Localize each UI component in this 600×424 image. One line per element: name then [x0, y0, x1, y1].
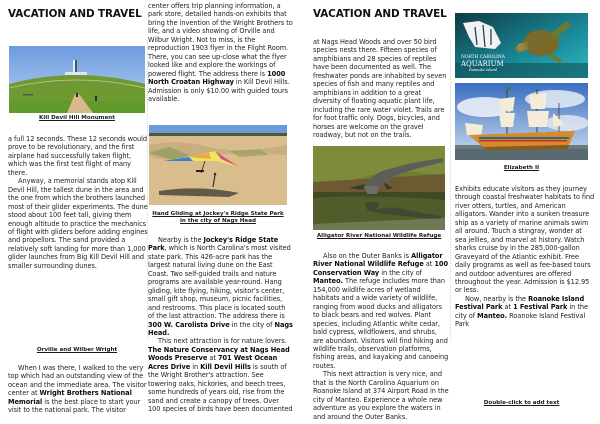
col2-para2: Nearby is the Jockey's Ridge State Park, which is North Carolina's most visited state park. This 426-acre park has the largest natural living dune on the East Coast. Two self-guided trails and nature programs are available year-round. Hang gliding, kite flying, hiking, visitor's center, small gift shop, museum, picnic facilities, and restrooms. This place is located south of the last attraction. The address there is 300 W. Carolista Drive in the city of Nags Head.: [148, 236, 293, 337]
column-divider: [147, 40, 148, 340]
col2-para3: This next attraction is for nature lovers. The Nature Conservancy at Nags Head Woods Preserve at 701 West Ocean Acres Drive in Kill Devil Hills is south of the Wright Brother's attraction. See towering oaks, hickories, and beech trees, some hundreds of years old, rise from the sand and create a canopy of trees. Over 100 species of birds have been documented: [148, 337, 293, 414]
add-text-placeholder[interactable]: Double-click to add text: [483, 400, 560, 406]
col4-para1: Exhibits educate visitors as they journey through coastal freshwater habitats to find river otters, turtles, and American alligators. Wander into a sunken treasure ship as a variety of marine animals swim all around. Touch a stingray, wonder at sea jellies, and marvel at history. Watch sharks cruise by in the 285,000-gallon Graveyard of the Atlantic exhibit. Free daily programs as well as fee-based tours and outdoor adventures are offered throughout the year. Admission is $12.95 or less.: [455, 185, 595, 295]
col3-para1: at Nags Head Woods and over 50 bird species nests there. Fifteen species of amphibians and 28 species of reptiles have been documented as well. The freshwater ponds are inhabited by seven species of fish and many reptiles and amphibians in addition to a great diversity of floating aquatic plant life, including the rare water violet. Trails are for foot traffic only. Dogs, bicycles, and horses are welcome on the gravel roadway, but not on the trails.: [313, 38, 447, 139]
col1-body-text[interactable]: [8, 135, 148, 270]
col2-body-text-2[interactable]: [148, 236, 293, 414]
col3-body-text[interactable]: [313, 38, 449, 139]
alligator-caption: Alligator River National Wildlife Refuge: [316, 233, 442, 239]
alligator-photo[interactable]: [313, 146, 445, 230]
col1-para2: Anyway, a memorial stands atop Kill Devil Hill, the tallest dune in the area and the one from which the brothers launched most of their glider experiments. The dune stood about 100 feet tall, giving them enough altitude to practice the mechanics of flight with gliders before adding engines and propellors. The sand provided a relatively soft landing for more than 1,000 glider launches from Big Kill Devil Hill and smaller surrounding dunes.: [8, 177, 148, 270]
hang-gliding-caption: [149, 211, 287, 225]
page-title-left[interactable]: VACATION AND TRAVEL: [8, 8, 142, 20]
aquarium-logo-line1: NORTH CAROLINA: [461, 55, 505, 60]
col2-para1: center offers trip planning information, a park store, detailed hands-on exhibits that bring the invention of the Wright Brothers to life, and a video showing of Orville and Wilbur Wright. Not to miss, is the reproduction 1903 flyer in the Flight Room. There, you can see up-close what the flyer looked like and explore the workings of powered flight. The address there is 1000 North Croatan Highway in Kill Devil Hills. Admission is only $10.00 with guided tours available.: [148, 2, 293, 103]
right-page: [300, 0, 600, 424]
col2-body-text[interactable]: [148, 2, 293, 103]
aquarium-logo-line2: AQUARIUM: [461, 60, 504, 68]
nc-aquarium-photo[interactable]: [455, 13, 588, 78]
col3-para3: This next attraction is very nice, and that is the North Carolina Aquarium on Roanoke Island at 374 Airport Road in the city of Manteo. Experience a whole new adventure as you explore the waters in and around the Outer Banks.: [313, 370, 449, 421]
hang-gliding-photo[interactable]: [149, 125, 287, 205]
kill-devil-hill-caption: Kill Devil Hill Monument: [39, 115, 115, 121]
column-divider: [450, 40, 451, 340]
elizabeth-ii-ship-photo[interactable]: [455, 83, 588, 160]
aquarium-logo-line3: Roanoke Island: [469, 68, 498, 72]
col3-body-text-2[interactable]: [313, 252, 449, 421]
col4-para2: Now, nearby is the Roanoke Island Festival Park at 1 Festival Park in the city of Manteo. Roanoke Island Festival Park: [455, 294, 588, 329]
kill-devil-hill-photo[interactable]: [9, 46, 145, 113]
col1-body-text-2[interactable]: [8, 364, 148, 415]
wright-brothers-caption: Orville and Wilber Wright: [36, 347, 118, 353]
col1-para3: When I was there, I walked to the very top which had an outstanding view of the ocean and the immediate area. The visitor center at Wright Brothers National Memorial is the best place to start your visit to the national park. The visitor: [8, 364, 147, 415]
col4-body-text[interactable]: [455, 185, 595, 329]
col1-para1: a full 12 seconds. These 12 seconds would prove to be revolutionary, and the first airplane had successfully taken flight, which was the first test flight of many there.: [8, 135, 147, 177]
page-title-right[interactable]: VACATION AND TRAVEL: [313, 8, 447, 20]
hang-gliding-caption-line2: in the city of Nags Head: [180, 218, 256, 225]
col3-para2: Also on the Outer Banks is Alligator River National Wildlife Refuge at 100 Conservation Way in the city of Manteo. The refuge includes more than 154,000 wildlife acres of wetland habitats and a wide variety of wildlife, ranging from wood ducks and alligators to black bears and red wolves. Plant species, including Atlantic white cedar, bald cypress, wildflowers, and shrubs, are abundant. Visitors will find hiking and wildlife trails, observation platforms, fishing areas, and kayaking and canoeing routes.: [313, 252, 449, 370]
elizabeth-ii-caption: Elizabeth II: [503, 165, 540, 171]
hang-gliding-caption-line1: Hand Gliding at Jockey's Ridge State Park: [152, 211, 284, 217]
